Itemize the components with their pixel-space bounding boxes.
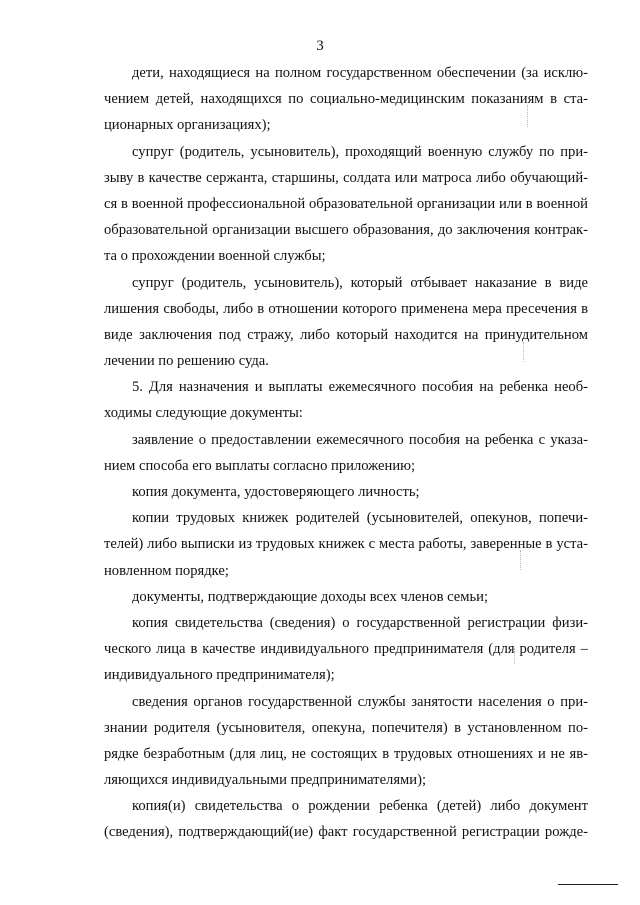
text-line: та о прохождении военной службы; — [104, 248, 326, 265]
text-line: документы, подтверждающие доходы всех членов семьи; — [132, 588, 489, 605]
paragraph — [104, 270, 588, 375]
paragraph — [104, 60, 588, 139]
text-line: лечении по решению суда. — [104, 353, 269, 370]
scan-artifact — [523, 342, 524, 362]
scan-artifact — [514, 648, 515, 664]
text-line: сведения органов государственной службы занятости населения о при- — [132, 693, 588, 710]
text-line: индивидуального предпринимателя); — [104, 667, 335, 684]
text-line: ляющихся индивидуальными предпринимателями); — [104, 772, 426, 789]
text-line: нием способа его выплаты согласно приложению; — [104, 457, 416, 474]
text-line: дети, находящиеся на полном государственном обеспечении (за исклю- — [132, 65, 588, 81]
text-line: супруг (родитель, усыновитель), проходящий военную службу по при- — [132, 143, 588, 160]
paragraph — [104, 479, 588, 505]
paragraph — [104, 139, 588, 270]
paragraph — [104, 427, 588, 479]
text-line: заявление о предоставлении ежемесячного пособия на ребенка с указа- — [132, 431, 588, 448]
text-line: копия свидетельства (сведения) о государственной регистрации физи- — [132, 614, 588, 631]
text-line: телей) либо выписки из трудовых книжек с места работы, заверенные в уста- — [104, 536, 588, 553]
text-line: виде заключения под стражу, либо который находится на принудительном — [104, 326, 588, 343]
paragraph — [104, 793, 588, 845]
text-line: копия документа, удостоверяющего личность; — [132, 484, 420, 500]
text-line: образовательной организации высшего образования, до заключения контрак- — [104, 222, 588, 239]
text-line: ходимы следующие документы: — [104, 405, 303, 422]
text-line: супруг (родитель, усыновитель), который отбывает наказание в виде — [132, 274, 588, 291]
paragraph — [104, 689, 588, 794]
page-number: 3 — [316, 38, 324, 54]
paragraph — [104, 505, 588, 584]
text-line: чением детей, находящихся по социально-медицинским показаниям в ста- — [104, 91, 588, 108]
paragraph — [104, 610, 588, 689]
text-line: новленном порядке; — [104, 562, 229, 579]
text-line: лишения свободы, либо в отношении которого применена мера пресечения в — [104, 300, 588, 317]
paragraph — [104, 374, 588, 426]
text-line: ся в военной профессиональной образовательной организации или в военной — [104, 195, 588, 212]
paragraph — [104, 584, 588, 610]
text-line: зыву в качестве сержанта, старшины, солдата или матроса либо обучающий- — [104, 169, 588, 186]
text-line: 5. Для назначения и выплаты ежемесячного пособия на ребенка необ- — [132, 379, 588, 396]
text-line: знании родителя (усыновителя, опекуна, попечителя) в установленном по- — [104, 719, 588, 736]
text-line: ционарных организациях); — [104, 117, 271, 134]
scan-artifact — [527, 105, 528, 127]
scan-artifact — [520, 550, 521, 570]
document-body — [104, 60, 588, 846]
text-line: копия(и) свидетельства о рождении ребенка (детей) либо документ — [132, 798, 588, 815]
text-line: (сведения), подтверждающий(ие) факт государственной регистрации рожде- — [104, 824, 588, 841]
text-line: копии трудовых книжек родителей (усыновителей, опекунов, попечи- — [132, 510, 588, 527]
text-line: ческого лица в качестве индивидуального предпринимателя (для родителя – — [104, 641, 588, 658]
footer-rule — [558, 884, 618, 885]
text-line: рядке безработным (для лиц, не состоящих в трудовых отношениях и не яв- — [104, 745, 588, 762]
